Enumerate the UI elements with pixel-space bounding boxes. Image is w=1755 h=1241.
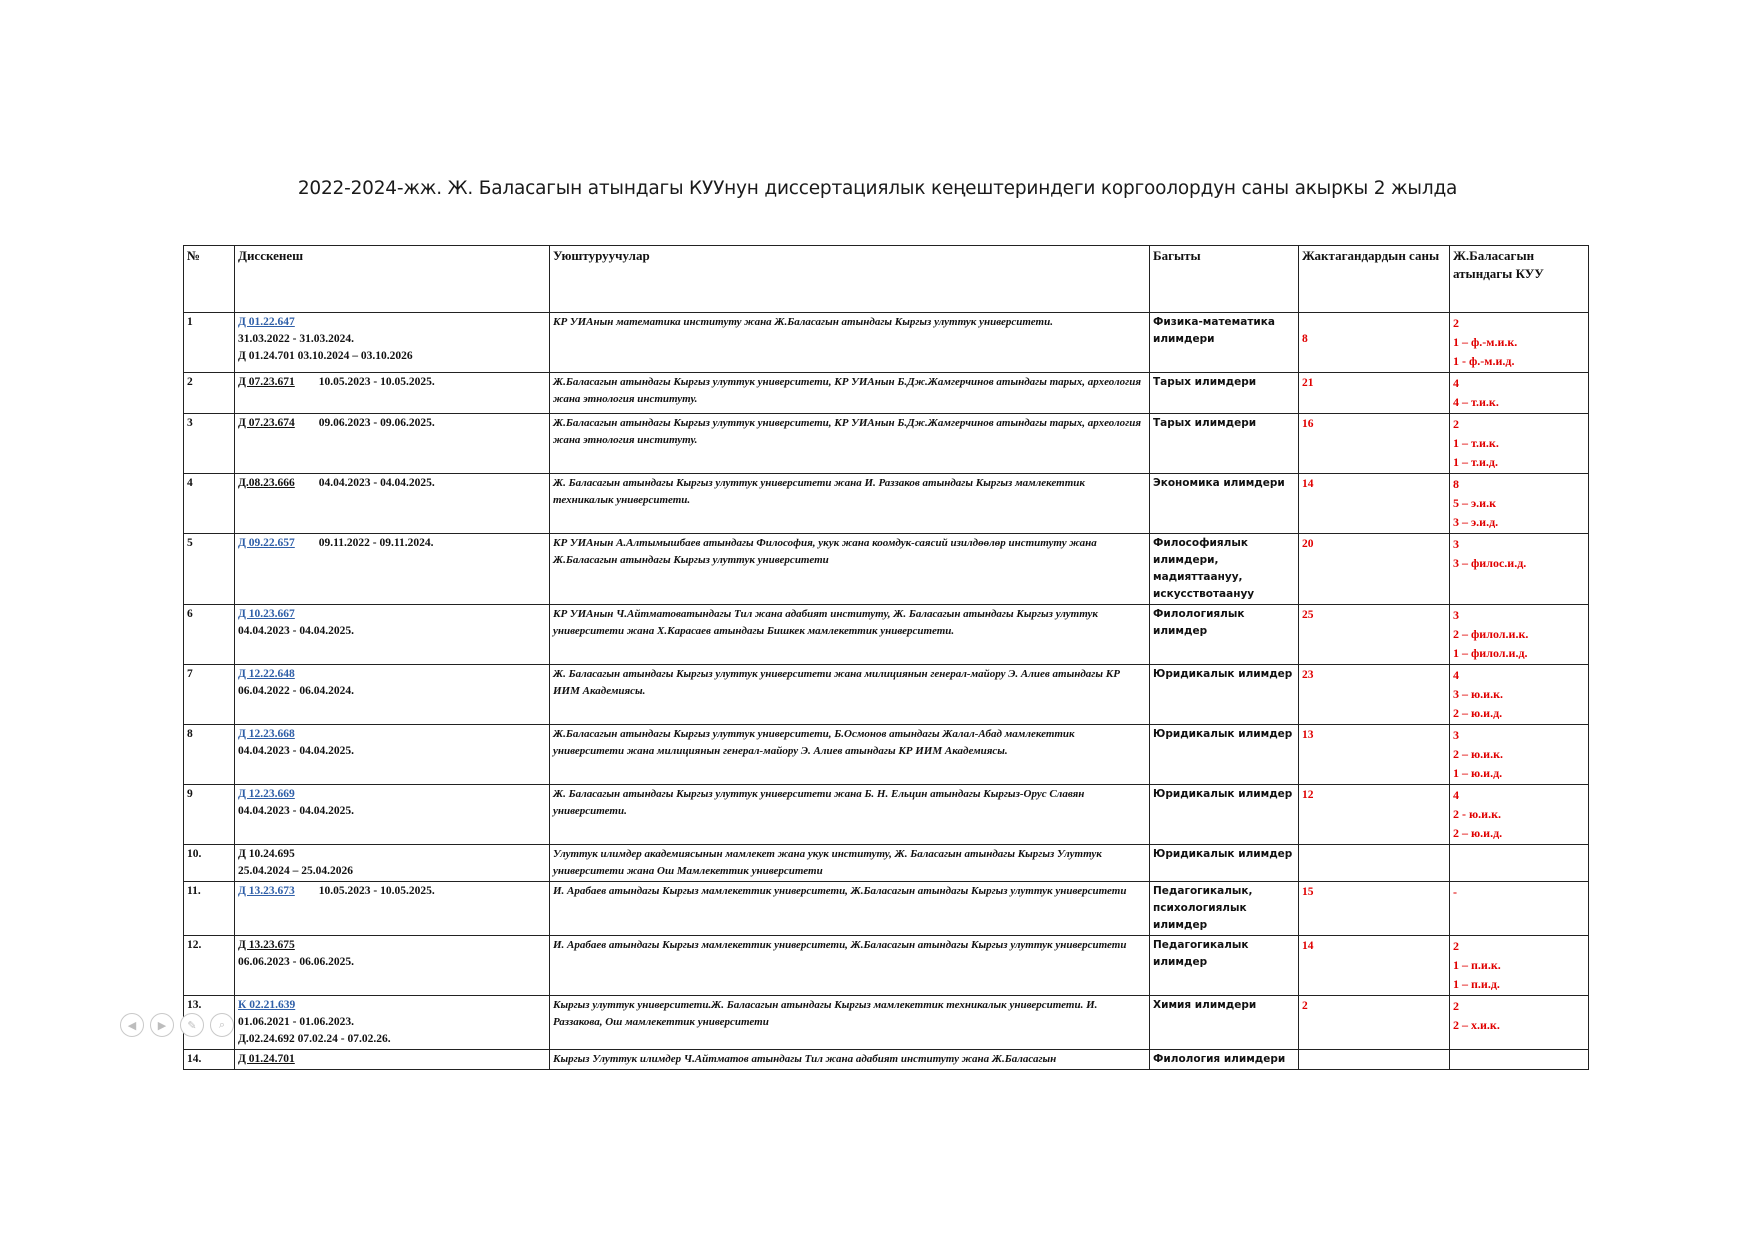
council-cell [235, 1050, 550, 1070]
direction-cell: Филология илимдери [1150, 1050, 1299, 1070]
defended-count: 23 [1299, 665, 1450, 725]
founders-cell: КР УИАнын А.Алтымышбаев атындагы Философия, укук жана коомдук-саясий изилдөөлөр институту жана Ж.Баласагын атындагы Кыргыз улуттук университети [550, 534, 1150, 605]
council-code-line [238, 1051, 546, 1068]
table-row [184, 1050, 1589, 1070]
founders-cell: Ж. Баласагын атындагы Кыргыз улуттук университети жана милициянын генерал-майору Э. Алиев атындагы КР ИИМ Академиясы. [550, 665, 1150, 725]
founders-cell: Ж.Баласагын атындагы Кыргыз улуттук университети, Б.Осмонов атындагы Жалал-Абад мамлекеттик университети жана милициянын генерал-майору Э. Алиев атындагы КР ИИМ Академиясы. [550, 725, 1150, 785]
council-code-line [238, 475, 546, 492]
kuu-result-line: 4 [1453, 668, 1459, 682]
kuu-result-line: 4 – т.и.к. [1453, 395, 1499, 409]
row-number: 9 [184, 785, 235, 845]
founders-cell: И. Арабаев атындагы Кыргыз мамлекеттик университети, Ж.Баласагын атындагы Кыргыз улуттук университети [550, 882, 1150, 936]
council-code-link[interactable]: Д 01.24.701 [238, 1053, 295, 1065]
council-code-line [238, 606, 546, 623]
row-number: 11. [184, 882, 235, 936]
council-cell [235, 373, 550, 414]
council-code-line [238, 415, 546, 432]
council-period: Д.02.24.692 07.02.24 - 07.02.26. [238, 1033, 391, 1045]
council-dates: 10.05.2023 - 10.05.2025. [318, 376, 435, 388]
founders-cell: КР УИАнын Ч.Айтматоватындагы Тил жана адабият институту, Ж. Баласагын атындагы Кыргыз улуттук университети жана Х.Карасаев атындагы Бишкек мамлекеттик университети. [550, 605, 1150, 665]
prev-slide-icon[interactable]: ◀ [120, 1013, 144, 1037]
council-period: 25.04.2024 – 25.04.2026 [238, 865, 353, 877]
table-row [184, 996, 1589, 1050]
council-code-link[interactable]: Д 10.23.667 [238, 608, 295, 620]
defended-count [1299, 1050, 1450, 1070]
council-code-line [238, 846, 546, 863]
kuu-result-cell [1450, 605, 1589, 665]
direction-cell: Тарых илимдери [1150, 373, 1299, 414]
row-number: 14. [184, 1050, 235, 1070]
direction-cell: Педагогикалык, психологиялык илимдер [1150, 882, 1299, 936]
pen-icon[interactable]: ✎ [180, 1013, 204, 1037]
direction-cell: Юридикалык илимдер [1150, 845, 1299, 882]
zoom-icon[interactable]: ⌕ [210, 1013, 234, 1037]
defended-count: 14 [1299, 474, 1450, 534]
kuu-result-line: 1 – ф.-м.и.к. [1453, 335, 1518, 349]
council-period: Д 01.24.701 03.10.2024 – 03.10.2026 [238, 350, 413, 362]
col-header-defended: Жактагандардын саны [1299, 246, 1450, 313]
direction-cell: Химия илимдери [1150, 996, 1299, 1050]
row-number: 7 [184, 665, 235, 725]
council-code-link[interactable]: Д 12.23.669 [238, 788, 295, 800]
council-period: 31.03.2022 - 31.03.2024. [238, 333, 354, 345]
table-row [184, 474, 1589, 534]
kuu-result-line: 1 – филол.и.д. [1453, 646, 1528, 660]
kuu-result-cell [1450, 313, 1589, 373]
council-cell [235, 882, 550, 936]
defended-count: 13 [1299, 725, 1450, 785]
council-period: 04.04.2023 - 04.04.2025. [238, 805, 354, 817]
council-code-line [238, 726, 546, 743]
council-code-line [238, 937, 546, 954]
table-row [184, 725, 1589, 785]
council-cell [235, 605, 550, 665]
council-cell [235, 725, 550, 785]
council-period: 04.04.2023 - 04.04.2025. [238, 745, 354, 757]
kuu-result-line: 2 – ю.и.к. [1453, 747, 1503, 761]
council-code-line [238, 786, 546, 803]
council-dates: 09.11.2022 - 09.11.2024. [318, 537, 434, 549]
direction-cell: Юридикалык илимдер [1150, 725, 1299, 785]
kuu-result-line: 2 – ю.и.д. [1453, 706, 1503, 720]
kuu-result-cell [1450, 845, 1589, 882]
defended-count: 8 [1299, 313, 1450, 373]
col-header-kuu: Ж.Баласагын атындагы КУУ [1450, 246, 1589, 313]
council-code-line [238, 535, 546, 552]
council-period: 06.06.2023 - 06.06.2025. [238, 956, 354, 968]
council-dates: 04.04.2023 - 04.04.2025. [318, 477, 435, 489]
kuu-result-line: 3 [1453, 537, 1459, 551]
kuu-result-cell [1450, 414, 1589, 474]
table-row [184, 605, 1589, 665]
table-row [184, 785, 1589, 845]
row-number: 8 [184, 725, 235, 785]
direction-cell: Философиялык илимдери, мадияттаануу, искусствотаануу [1150, 534, 1299, 605]
kuu-result-line: 3 – ю.и.к. [1453, 687, 1503, 701]
col-header-council: Дисскенеш [235, 246, 550, 313]
defended-count [1299, 845, 1450, 882]
row-number: 13. [184, 996, 235, 1050]
council-code-line [238, 883, 546, 900]
table-row [184, 845, 1589, 882]
direction-cell: Филологиялык илимдер [1150, 605, 1299, 665]
kuu-result-line: 2 – х.и.к. [1453, 1018, 1500, 1032]
direction-cell: Экономика илимдери [1150, 474, 1299, 534]
council-code-link[interactable]: Д 12.23.668 [238, 728, 295, 740]
council-code-link[interactable]: Д 07.23.674 [238, 417, 295, 429]
founders-cell: Кыргыз улуттук университети.Ж. Баласагын атындагы Кыргыз мамлекеттик техникалык университети. И. Раззакова, Ош мамлекеттик университети [550, 996, 1150, 1050]
defended-count: 2 [1299, 996, 1450, 1050]
council-table-container [183, 245, 1588, 1065]
row-number: 12. [184, 936, 235, 996]
kuu-result-line: 2 – филол.и.к. [1453, 627, 1529, 641]
kuu-result-cell [1450, 373, 1589, 414]
kuu-result-line: 3 – филос.и.д. [1453, 556, 1527, 570]
kuu-result-line: 3 – э.и.д. [1453, 515, 1499, 529]
kuu-result-line: 1 – т.и.д. [1453, 455, 1498, 469]
founders-cell: Ж.Баласагын атындагы Кыргыз улуттук университети, КР УИАнын Б.Дж.Жамгерчинов атындагы тарых, археология жана этнология институту. [550, 414, 1150, 474]
defended-count: 12 [1299, 785, 1450, 845]
kuu-result-line: 3 [1453, 608, 1459, 622]
kuu-result-line: 8 [1453, 477, 1459, 491]
defended-count: 21 [1299, 373, 1450, 414]
kuu-result-line: 2 - ю.и.к. [1453, 807, 1501, 821]
kuu-result-line: 1 - ф.-м.и.д. [1453, 354, 1515, 368]
table-header-row [184, 246, 1589, 313]
kuu-result-line: 1 – т.и.к. [1453, 436, 1499, 450]
council-code-line [238, 314, 546, 331]
council-cell [235, 785, 550, 845]
col-header-direction: Багыты [1150, 246, 1299, 313]
defended-count: 14 [1299, 936, 1450, 996]
kuu-result-cell [1450, 996, 1589, 1050]
defended-count: 15 [1299, 882, 1450, 936]
founders-cell: КР УИАнын математика институту жана Ж.Баласагын атындагы Кыргыз улуттук университети. [550, 313, 1150, 373]
kuu-result-line: 4 [1453, 376, 1459, 390]
founders-cell: Ж.Баласагын атындагы Кыргыз улуттук университети, КР УИАнын Б.Дж.Жамгерчинов атындагы тарых, археология жана этнология институту. [550, 373, 1150, 414]
kuu-result-line: 3 [1453, 728, 1459, 742]
council-code-line [238, 997, 546, 1014]
table-row [184, 534, 1589, 605]
council-dates: 09.06.2023 - 09.06.2025. [318, 417, 435, 429]
kuu-result-line: 1 – ю.и.д. [1453, 766, 1503, 780]
next-slide-icon[interactable]: ▶ [150, 1013, 174, 1037]
row-number: 1 [184, 313, 235, 373]
kuu-result-line: 5 – э.и.к [1453, 496, 1497, 510]
col-header-num: № [184, 246, 235, 313]
council-code-link[interactable]: Д 01.22.647 [238, 316, 295, 328]
founders-cell: Кыргыз Улуттук илимдер Ч.Айтматов атындагы Тил жана адабият институту жана Ж.Баласагын [550, 1050, 1150, 1070]
kuu-result-cell [1450, 936, 1589, 996]
kuu-result-cell [1450, 665, 1589, 725]
council-code-line [238, 374, 546, 391]
row-number: 10. [184, 845, 235, 882]
founders-cell: Ж. Баласагын атындагы Кыргыз улуттук университети жана Б. Н. Ельцин атындагы Кыргыз-Орус Славян университети. [550, 785, 1150, 845]
direction-cell: Педагогикалык илимдер [1150, 936, 1299, 996]
council-cell [235, 665, 550, 725]
kuu-result-line: 1 – п.и.к. [1453, 958, 1501, 972]
direction-cell: Тарых илимдери [1150, 414, 1299, 474]
direction-cell: Физика-математика илимдери [1150, 313, 1299, 373]
kuu-result-cell [1450, 534, 1589, 605]
kuu-result-line: 4 [1453, 788, 1459, 802]
council-cell [235, 313, 550, 373]
table-row [184, 936, 1589, 996]
table-row [184, 665, 1589, 725]
defended-count: 25 [1299, 605, 1450, 665]
row-number: 4 [184, 474, 235, 534]
council-cell [235, 845, 550, 882]
council-cell [235, 414, 550, 474]
council-code-link[interactable]: Д 13.23.675 [238, 939, 295, 951]
council-cell [235, 936, 550, 996]
row-number: 2 [184, 373, 235, 414]
row-number: 5 [184, 534, 235, 605]
council-dates: 10.05.2023 - 10.05.2025. [318, 885, 435, 897]
kuu-result-line: 1 – п.и.д. [1453, 977, 1500, 991]
council-code-link[interactable]: Д 10.24.695 [238, 848, 295, 860]
direction-cell: Юридикалык илимдер [1150, 785, 1299, 845]
council-cell [235, 534, 550, 605]
row-number: 3 [184, 414, 235, 474]
col-header-founders: Уюштуруучулар [550, 246, 1150, 313]
kuu-result-cell [1450, 725, 1589, 785]
kuu-result-line: - [1453, 885, 1457, 899]
council-table [183, 245, 1589, 1070]
council-period: 01.06.2021 - 01.06.2023. [238, 1016, 354, 1028]
kuu-result-cell [1450, 474, 1589, 534]
council-code-link[interactable]: Д 07.23.671 [238, 376, 295, 388]
council-code-link[interactable]: К 02.21.639 [238, 999, 296, 1011]
table-body [184, 313, 1589, 1070]
kuu-result-cell [1450, 785, 1589, 845]
council-code-link[interactable]: Д.08.23.666 [238, 477, 295, 489]
kuu-result-line: 2 [1453, 939, 1459, 953]
council-code-link[interactable]: Д 09.22.657 [238, 537, 295, 549]
kuu-result-cell [1450, 1050, 1589, 1070]
founders-cell: Улуттук илимдер академиясынын мамлекет жана укук институту, Ж. Баласагын атындагы Кыргыз Улуттук университети жана Ош Мамлекеттик университети [550, 845, 1150, 882]
council-cell [235, 996, 550, 1050]
council-code-line [238, 666, 546, 683]
table-row [184, 373, 1589, 414]
founders-cell: Ж. Баласагын атындагы Кыргыз улуттук университети жана И. Раззаков атындагы Кыргыз мамлекеттик техникалык университети. [550, 474, 1150, 534]
direction-cell: Юридикалык илимдер [1150, 665, 1299, 725]
table-row [184, 414, 1589, 474]
council-code-link[interactable]: Д 13.23.673 [238, 885, 295, 897]
defended-count: 20 [1299, 534, 1450, 605]
slide-nav [120, 1013, 234, 1037]
kuu-result-line: 2 [1453, 417, 1459, 431]
kuu-result-line: 2 [1453, 316, 1459, 330]
table-row [184, 313, 1589, 373]
kuu-result-line: 2 [1453, 999, 1459, 1013]
council-cell [235, 474, 550, 534]
page-title: 2022-2024-жж. Ж. Баласагын атындагы КУУнун диссертациялык кеңештериндеги коргоолордун саны акыркы 2 жылда [297, 178, 1458, 199]
kuu-result-cell [1450, 882, 1589, 936]
defended-count: 16 [1299, 414, 1450, 474]
council-period: 06.04.2022 - 06.04.2024. [238, 685, 354, 697]
council-code-link[interactable]: Д 12.22.648 [238, 668, 295, 680]
kuu-result-line: 2 – ю.и.д. [1453, 826, 1503, 840]
row-number: 6 [184, 605, 235, 665]
founders-cell: И. Арабаев атындагы Кыргыз мамлекеттик университети, Ж.Баласагын атындагы Кыргыз улуттук университети [550, 936, 1150, 996]
council-period: 04.04.2023 - 04.04.2025. [238, 625, 354, 637]
table-row [184, 882, 1589, 936]
